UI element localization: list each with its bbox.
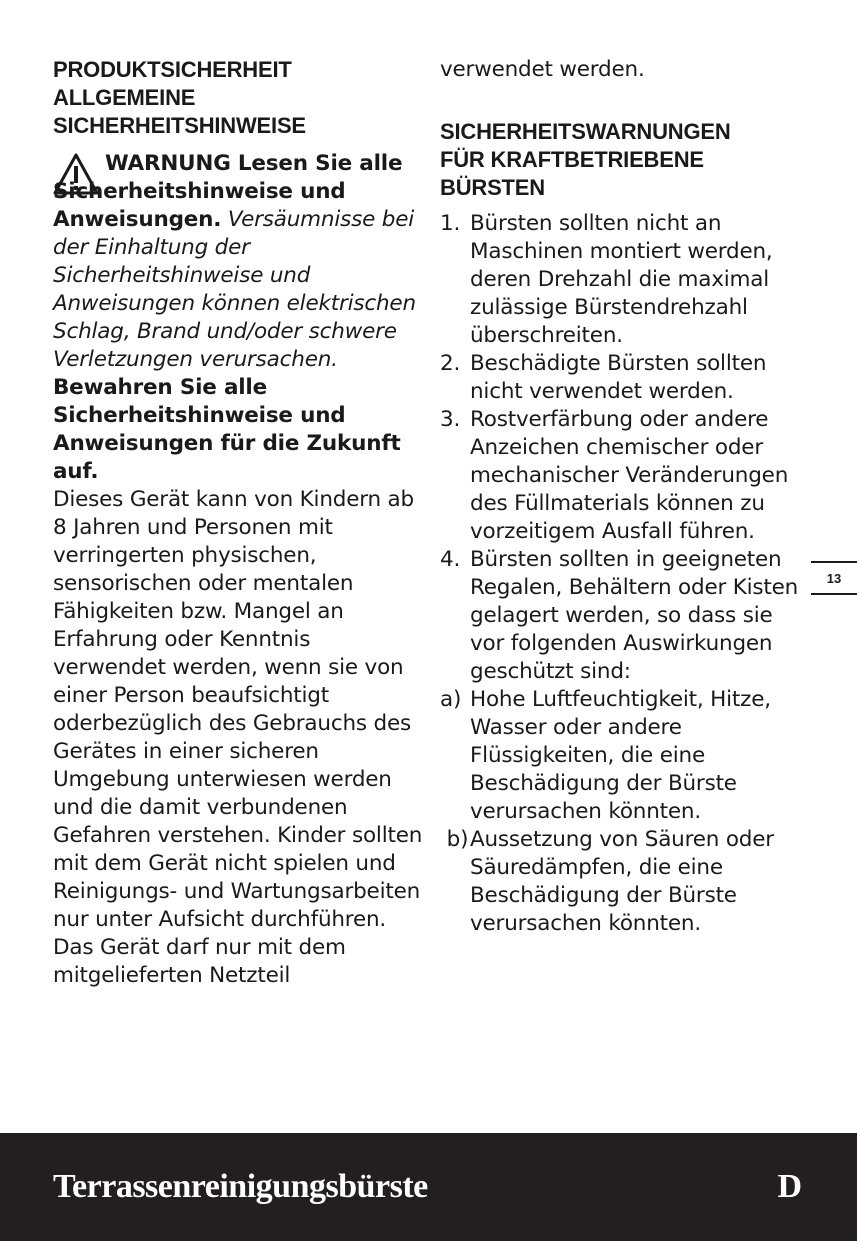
- heading-line: BÜRSTEN: [440, 175, 545, 200]
- list-item-text: Bürsten sollten in geeigneten Regalen, Behältern oder Kisten gelagert werden, so dass sie vor folgenden Auswirkungen geschützt sind:: [470, 547, 799, 684]
- list-item-number: 1.: [440, 211, 461, 236]
- list-item-number: a): [440, 687, 462, 712]
- list-item-number: b): [440, 827, 469, 852]
- heading-line: SICHERHEITSHINWEISE: [53, 113, 306, 138]
- section-heading-brush-warnings: [440, 118, 810, 202]
- list-item-text: Hohe Luftfeuchtigkeit, Hitze, Wasser oder andere Flüssigkeiten, die eine Beschädigung der Bürste verursachen könnten.: [470, 687, 771, 824]
- list-item: [440, 406, 810, 546]
- list-item-number: 4.: [440, 547, 461, 572]
- warning-paragraph: [53, 150, 423, 374]
- list-item: [440, 210, 810, 350]
- list-item: [440, 546, 810, 686]
- heading-line: FÜR KRAFTBETRIEBENE: [440, 147, 704, 172]
- footer-bar: [0, 1133, 857, 1241]
- list-item: [440, 826, 810, 938]
- list-item-number: 2.: [440, 351, 461, 376]
- heading-line: ALLGEMEINE: [53, 85, 196, 110]
- heading-line: SICHERHEITSWARNUNGEN: [440, 119, 731, 144]
- list-item-number: 3.: [440, 407, 461, 432]
- children-usage-text: Dieses Gerät kann von Kindern ab 8 Jahren und Personen mit verringerten physischen, sensorischen oder mentalen Fähigkeiten bzw. Mangel an Erfahrung oder Kenntnis verwendet werden, wenn sie von einer Person beaufsichtigt oderbezüglich des Gebrauchs des Gerätes in einer sicheren Umgebung unterwiesen werden und die damit verbundenen Gefahren verstehen. Kinder sollten mit dem Gerät nicht spielen und Reinigungs- und Wartungsarbeiten nur unter Aufsicht durchführen.: [53, 487, 423, 932]
- keep-instructions-text: Bewahren Sie alle Sicherheitshinweise und Anweisungen für die Zukunft auf.: [53, 375, 401, 484]
- continuation-text: verwendet werden.: [440, 57, 645, 82]
- heading-line: PRODUKTSICHERHEIT: [53, 57, 292, 82]
- list-item-text: Aussetzung von Säuren oder Säuredämpfen, die eine Beschädigung der Bürste verursachen könnten.: [470, 827, 774, 936]
- power-supply-text: Das Gerät darf nur mit dem mitgelieferten Netzteil: [53, 935, 346, 988]
- page-number: 13: [811, 561, 857, 595]
- section-heading-product-safety: [53, 56, 423, 140]
- warning-bold-text: WARNUNG Lesen Sie alle Sicherheitshinweise und Anweisungen.: [53, 151, 403, 232]
- footer-language-code: D: [777, 1168, 802, 1205]
- left-column: [53, 56, 423, 990]
- warning-italic-text: Versäumnisse bei der Einhaltung der Sicherheitshinweise und Anweisungen können elektrischen Schlag, Brand und/oder schwere Verletzungen verursachen.: [53, 207, 416, 372]
- footer-product-title: Terrassenreinigungsbürste: [53, 1168, 428, 1205]
- list-item: [440, 350, 810, 406]
- list-item: [440, 686, 810, 826]
- list-item-text: Bürsten sollten nicht an Maschinen montiert werden, deren Drehzahl die maximal zulässige Bürstendrehzahl überschreiten.: [470, 211, 773, 348]
- list-item-text: Beschädigte Bürsten sollten nicht verwendet werden.: [470, 351, 767, 404]
- warning-list: [440, 210, 810, 938]
- right-column: [440, 56, 810, 938]
- list-item-text: Rostverfärbung oder andere Anzeichen chemischer oder mechanischer Veränderungen des Füllmaterials können zu vorzeitigem Ausfall führen.: [470, 407, 789, 544]
